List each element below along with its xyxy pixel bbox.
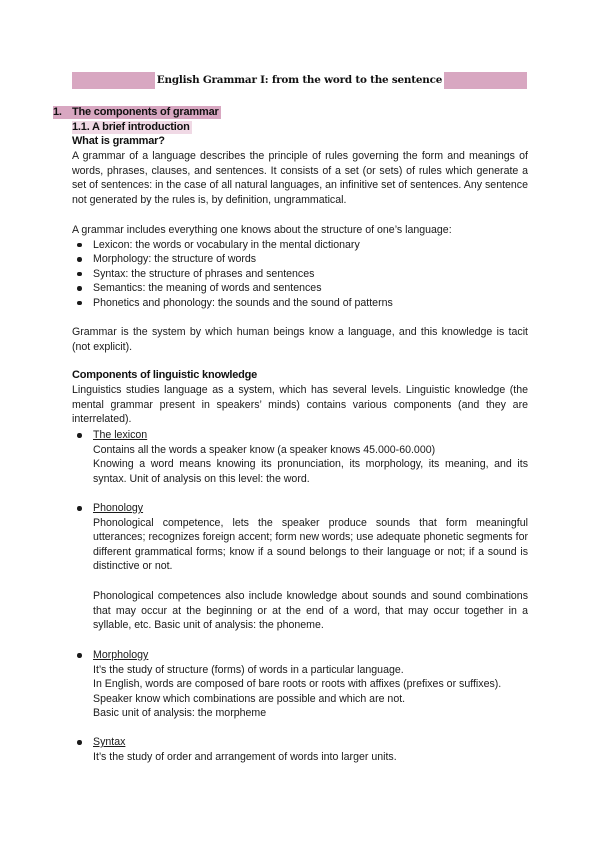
component-item-lexicon (72, 428, 528, 443)
syntax-line-1: It’s the study of order and arrangement of words into larger units. (93, 750, 397, 763)
component-label: Phonology (93, 502, 144, 514)
bullet-icon (77, 740, 82, 745)
bullet-icon (77, 433, 82, 438)
list-item: Lexicon: the words or vocabulary in the mental dictionary (72, 238, 528, 253)
morphology-line-3: Speaker know which combinations are possible and which are not. (93, 692, 406, 705)
section-heading (53, 106, 221, 119)
list-item: Syntax: the structure of phrases and sentences (72, 267, 528, 282)
lexicon-line-2: Knowing a word means knowing its pronunciation, its morphology, its meaning, and its syntax. Unit of analysis on this level: the word. (93, 458, 528, 485)
grammar-closing-paragraph: Grammar is the system by which human beings know a language, and this knowledge is tacit (not explicit). (72, 326, 528, 353)
grammar-components-list (72, 238, 528, 311)
document-title-banner (72, 72, 527, 89)
grammar-definition-paragraph: A grammar of a language describes the principle of rules governing the form and meanings of words, phrases, clauses, and sentences. It consists of a set (or sets) of rules which generate a set of sentences: in the case of all natural languages, an infinitive set of sentences. Any sentence not generated by the rules is, by definition, ungrammatical. (72, 150, 528, 206)
component-item-phonology (72, 501, 528, 516)
components-intro-paragraph: Linguistics studies language as a system, which has several levels. Linguistic knowledge (the mental grammar present in speakers’ minds) contains various components (and they are interrelated). (72, 384, 528, 426)
component-item-syntax (72, 735, 528, 750)
lexicon-line-1: Contains all the words a speaker know (a speaker knows 45.000-60.000) (93, 443, 436, 456)
subsection-heading: 1.1. A brief introduction (72, 121, 190, 133)
bullet-icon (77, 243, 82, 248)
grammar-list-intro: A grammar includes everything one knows about the structure of one’s language: (72, 224, 452, 236)
component-item-morphology (72, 648, 528, 663)
bullet-icon (77, 653, 82, 658)
bullet-icon (77, 301, 82, 306)
morphology-line-2: In English, words are composed of bare roots or roots with affixes (prefixes or suffixes). (93, 678, 502, 690)
phonology-paragraph-2: Phonological competences also include knowledge about sounds and sound combinations that may occur at the beginning or at the end of a word, that may occur together in a syllable, etc. Basic unit of analysis: the phoneme. (93, 590, 528, 632)
list-item: Phonetics and phonology: the sounds and the sound of patterns (72, 296, 528, 311)
list-item: Semantics: the meaning of words and sentences (72, 281, 528, 296)
bullet-icon (77, 286, 82, 291)
bullet-icon (77, 257, 82, 262)
component-label: The lexicon (93, 429, 148, 441)
components-heading: Components of linguistic knowledge (72, 369, 258, 381)
bullet-icon (77, 272, 82, 277)
component-label: Morphology (93, 649, 149, 661)
phonology-paragraph-1: Phonological competence, lets the speaker produce sounds that form meaningful utterances; recognizes foreign accent; form new words; use adequate phonetic segments for different grammatical forms; know if a sound belongs to their language or not; if a sound is distinctive or not. (93, 516, 528, 573)
what-is-grammar-heading: What is grammar? (72, 135, 165, 147)
document-title: English Grammar I: from the word to the sentence (155, 72, 444, 89)
morphology-line-4: Basic unit of analysis: the morpheme (93, 707, 267, 719)
component-label: Syntax (93, 736, 126, 748)
morphology-line-1: It’s the study of structure (forms) of words in a particular language. (93, 663, 404, 676)
section-title: The components of grammar (72, 106, 219, 118)
list-item: Morphology: the structure of words (72, 252, 528, 267)
section-number: 1. (53, 106, 62, 118)
bullet-icon (77, 506, 82, 511)
